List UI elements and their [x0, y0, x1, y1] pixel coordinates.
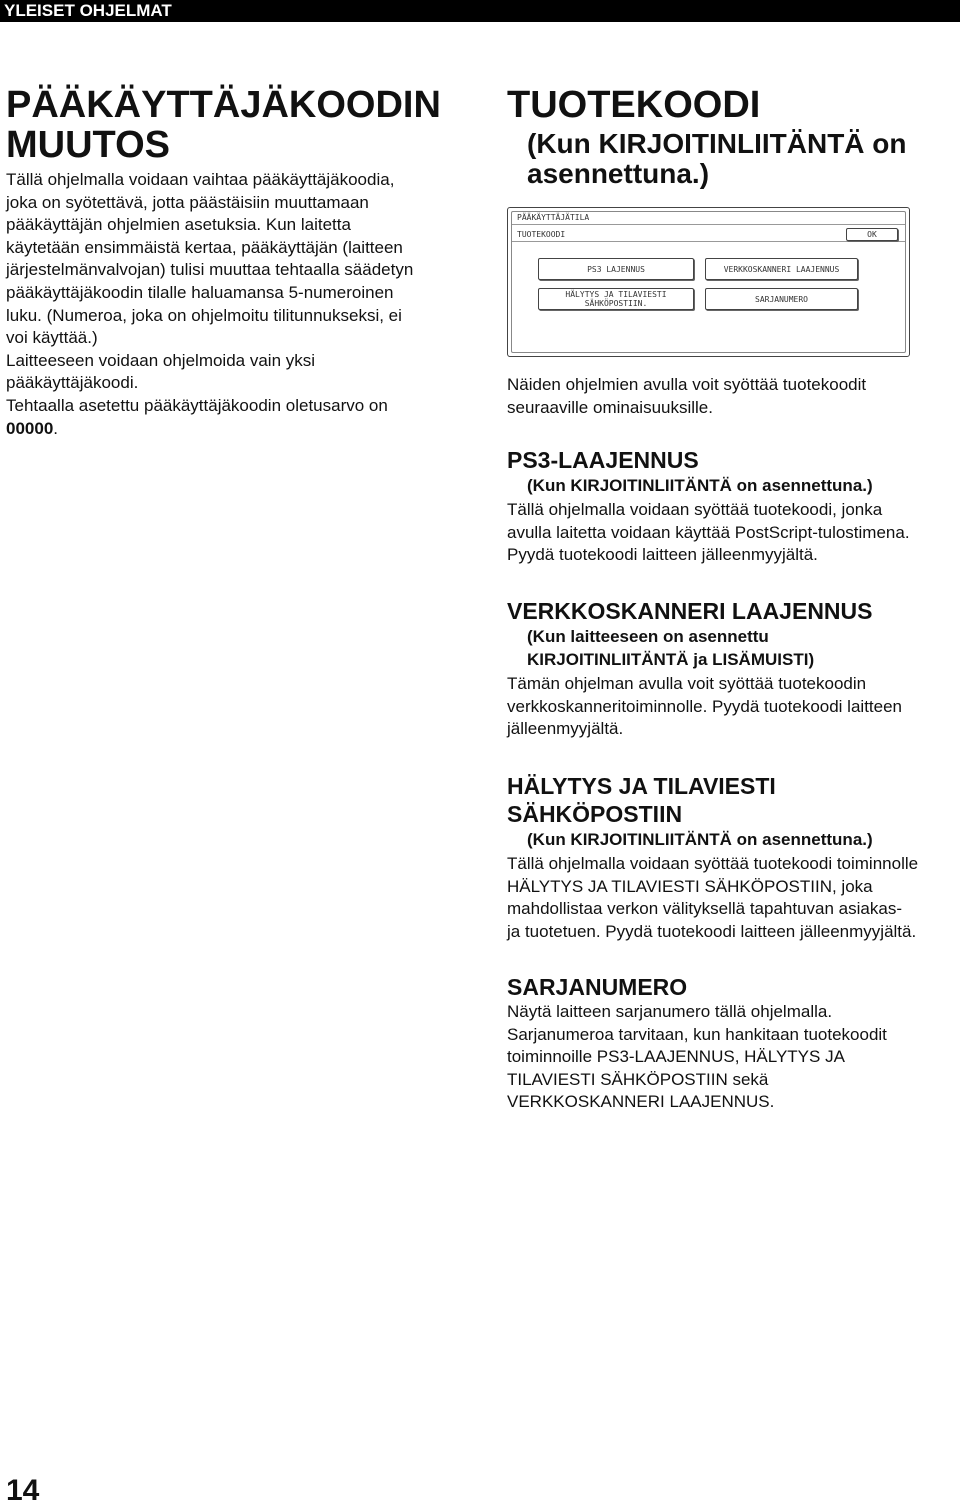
lcd-panel: [507, 207, 910, 357]
default-code-line: 00000.: [6, 418, 59, 438]
ps3-condition: (Kun KIRJOITINLIITÄNTÄ on asennettuna.): [527, 476, 873, 495]
ok-button[interactable]: OK: [846, 228, 898, 241]
serial-number-button[interactable]: SARJANUMERO: [705, 288, 858, 310]
lcd-divider: [512, 224, 905, 225]
section-header-bar: [0, 0, 960, 22]
default-code: 00000: [6, 418, 54, 438]
scanner-condition: (Kun laitteeseen on asennettu KIRJOITINLIITÄNTÄ ja LISÄMUISTI): [527, 627, 815, 669]
product-code-section: [507, 85, 957, 189]
page-number: 14: [6, 1474, 40, 1507]
product-code-intro: Näiden ohjelmien avulla voit syöttää tuotekoodit seuraaville ominaisuuksille.: [507, 375, 867, 417]
network-scanner-section: [507, 597, 957, 741]
ps3-description: Tällä ohjelmalla voidaan syöttää tuotekoodi, jonka avulla laitetta voidaan käyttää PostScript-tulostimena. Pyydä tuotekoodi laitteen jälleenmyyjältä.: [507, 500, 910, 565]
ps3-heading: PS3-LAAJENNUS: [507, 447, 699, 473]
serial-description: Näytä laitteen sarjanumero tällä ohjelmalla. Sarjanumeroa tarvitaan, kun hankitaan tuotekoodit toiminnoille PS3-LAAJENNUS, HÄLYTYS JA TILAVIESTI SÄHKÖPOSTIIN sekä VERKKOSKANNERI LAAJENNUS.: [507, 1002, 887, 1112]
scanner-heading: VERKKOSKANNERI LAAJENNUS: [507, 598, 873, 624]
scanner-description: Tämän ohjelman avulla voit syöttää tuotekoodin verkkoskanneritoiminnolle. Pyydä tuotekoodi laitteen jälleenmyyjältä.: [507, 674, 903, 739]
serial-number-section: [507, 973, 957, 1114]
admin-code-title: PÄÄKÄYTTÄJÄKOODIN MUUTOS: [6, 84, 441, 166]
alert-email-button[interactable]: HÄLYTYS JA TILAVIESTI SÄHKÖPOSTIIN.: [538, 288, 694, 310]
network-scanner-extension-button[interactable]: VERKKOSKANNERI LAAJENNUS: [705, 258, 858, 280]
alert-email-section: [507, 772, 957, 943]
admin-code-description: Tällä ohjelmalla voidaan vaihtaa pääkäyttäjäkoodia, joka on syötettävä, jotta päästäisiin muuttamaan pääkäyttäjän ohjelmien asetuksia. Kun laitetta käytetään ensimmäistä kertaa, pääkäyttäjän (laitteen järjestelmänvalvojan) tulisi muuttaa tehtaalla säädetyn pääkäyttäjäkoodin tilalle haluamansa 5-numeroinen luku. (Numeroa, joka on ohjelmoitu tilitunnukseksi, ei voi käyttää.) Laitteeseen voidaan ohjelmoida vain yksi pääkäyttäjäkoodi. Tehtaalla asetettu pääkäyttäjäkoodin oletusarvo on 00000.: [6, 169, 468, 440]
alert-heading: HÄLYTYS JA TILAVIESTI SÄHKÖPOSTIIN: [507, 773, 776, 827]
lcd-mode-label: PÄÄKÄYTTÄJÄTILA: [517, 213, 590, 222]
product-code-condition: (Kun KIRJOITINLIITÄNTÄ on asennettuna.): [527, 128, 907, 189]
ps3-extension-section: [507, 446, 957, 567]
product-code-title: TUOTEKOODI: [507, 84, 761, 126]
admin-code-change-section: [6, 85, 468, 440]
lcd-screen-label: TUOTEKOODI: [517, 230, 566, 239]
alert-description: Tällä ohjelmalla voidaan syöttää tuotekoodi toiminnolle HÄLYTYS JA TILAVIESTI SÄHKÖPOSTIIN, joka mahdollistaa verkon välityksellä tapahtuvan asiakas- ja tuotetuen. Pyydä tuotekoodi laitteen jälleenmyyjältä.: [507, 854, 919, 941]
serial-heading: SARJANUMERO: [507, 974, 688, 1000]
section-label: YLEISET OHJELMAT: [4, 1, 172, 20]
lcd-divider: [512, 241, 905, 242]
ps3-extension-button[interactable]: PS3 LAJENNUS: [538, 258, 694, 280]
alert-condition: (Kun KIRJOITINLIITÄNTÄ on asennettuna.): [527, 830, 873, 849]
